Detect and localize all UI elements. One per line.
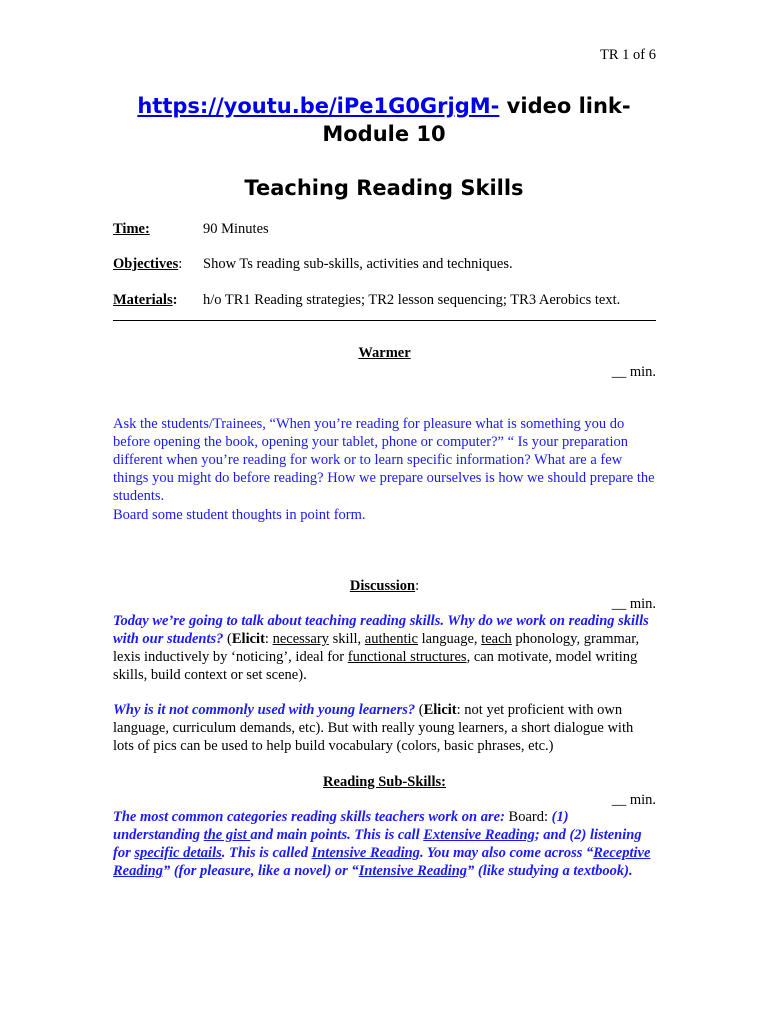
- paren: (: [223, 631, 232, 647]
- term-intensive-reading-2: Intensive Reading: [358, 863, 468, 879]
- text: ” (for pleasure, like a novel) or “: [162, 863, 359, 879]
- title-line-1: [100, 92, 668, 120]
- term-functional-structures: functional structures: [347, 649, 467, 665]
- discussion-minutes: __ min.: [611, 596, 656, 612]
- term-receptive-reading: Receptive Reading: [113, 845, 651, 879]
- term-necessary: necessary: [272, 631, 329, 647]
- board-label: Board:: [504, 809, 552, 825]
- text: , can motivate, model writing skills, build context or set scene).: [113, 649, 638, 683]
- subskills-heading-text: Reading Sub-Skills:: [323, 774, 446, 790]
- term-intensive-reading: Intensive Reading: [311, 845, 420, 861]
- term-teach: teach: [481, 631, 512, 647]
- discussion-heading-text: Discussion: [349, 578, 416, 594]
- divider: [113, 320, 656, 321]
- materials-value: h/o TR1 Reading strategies; TR2 lesson sequencing; TR3 Aerobics text.: [203, 292, 621, 308]
- text: ” (like studying a textbook).: [467, 863, 633, 879]
- objectives-colon: :: [178, 256, 183, 272]
- time-value: 90 Minutes: [203, 221, 269, 237]
- objectives-label-text: Objectives: [113, 256, 179, 272]
- time-label: [113, 220, 150, 238]
- warmer-heading: [113, 344, 656, 362]
- term-the-gist: the gist: [203, 827, 251, 843]
- page-number: TR 1 of 6: [600, 47, 656, 63]
- discussion-heading: [113, 577, 656, 595]
- discussion-question-2: Why is it not commonly used with young learners?: [113, 702, 416, 718]
- subskills-heading: [113, 773, 656, 791]
- text: and main points. This is call: [250, 827, 424, 843]
- warmer-minutes: __ min.: [611, 364, 656, 380]
- term-specific-details: specific details: [134, 845, 222, 861]
- discussion-question-1: Today we’re going to talk about teaching reading skills. Why do we work on reading skills with our students?: [113, 613, 649, 647]
- title-line-2: Module 10: [322, 122, 446, 146]
- text: . You may also come across “: [419, 845, 594, 861]
- video-link[interactable]: https://youtu.be/iPe1G0GrjgM-: [137, 94, 500, 118]
- colon: :: [264, 631, 273, 647]
- objectives-label: [113, 255, 182, 273]
- warmer-instructions: Ask the students/Trainees, “When you’re reading for pleasure what is something you do before opening the book, opening your tablet, phone or computer?” “ Is your preparation different when you’re reading for work or to learn specific information? What are a few things you might do before reading? How we prepare ourselves is how we should prepare the students.: [113, 416, 655, 504]
- warmer-heading-text: Warmer: [358, 345, 411, 361]
- time-label-text: Time:: [113, 221, 150, 237]
- paren: (: [415, 702, 424, 718]
- text: . This is called: [221, 845, 312, 861]
- elicit-label: Elicit: [231, 631, 265, 647]
- subskills-paragraph: [113, 808, 656, 880]
- discussion-colon: :: [415, 578, 420, 594]
- text: skill,: [328, 631, 365, 647]
- text: ; and (2) listening for: [113, 827, 642, 861]
- text: language,: [417, 631, 482, 647]
- materials-label-text: Materials: [113, 292, 173, 308]
- term-extensive-reading: Extensive Reading: [423, 827, 535, 843]
- term-authentic: authentic: [364, 631, 418, 647]
- page-subtitle: Teaching Reading Skills: [244, 176, 524, 200]
- materials-colon: :: [172, 292, 178, 308]
- discussion-paragraph-1: [113, 612, 656, 684]
- objectives-value: Show Ts reading sub-skills, activities and techniques.: [203, 256, 513, 272]
- text: phonology, grammar, lexis inductively by ‘noticing’, ideal for: [113, 631, 640, 665]
- text: : not yet proficient with own language, curriculum demands, etc). But with really young learners, a short dialogue with lots of pics can be used to help build vocabulary (colors, basic phrases, etc.): [113, 702, 634, 754]
- discussion-paragraph-2: [113, 701, 656, 755]
- materials-label: [113, 291, 177, 309]
- elicit-label: Elicit: [423, 702, 457, 718]
- warmer-board-note: Board some student thoughts in point form.: [113, 507, 366, 523]
- title-rest: video link-: [499, 94, 631, 118]
- subskills-intro: The most common categories reading skills teachers work on are:: [113, 809, 505, 825]
- text: (1) understanding: [113, 809, 569, 843]
- subskills-minutes: __ min.: [611, 792, 656, 808]
